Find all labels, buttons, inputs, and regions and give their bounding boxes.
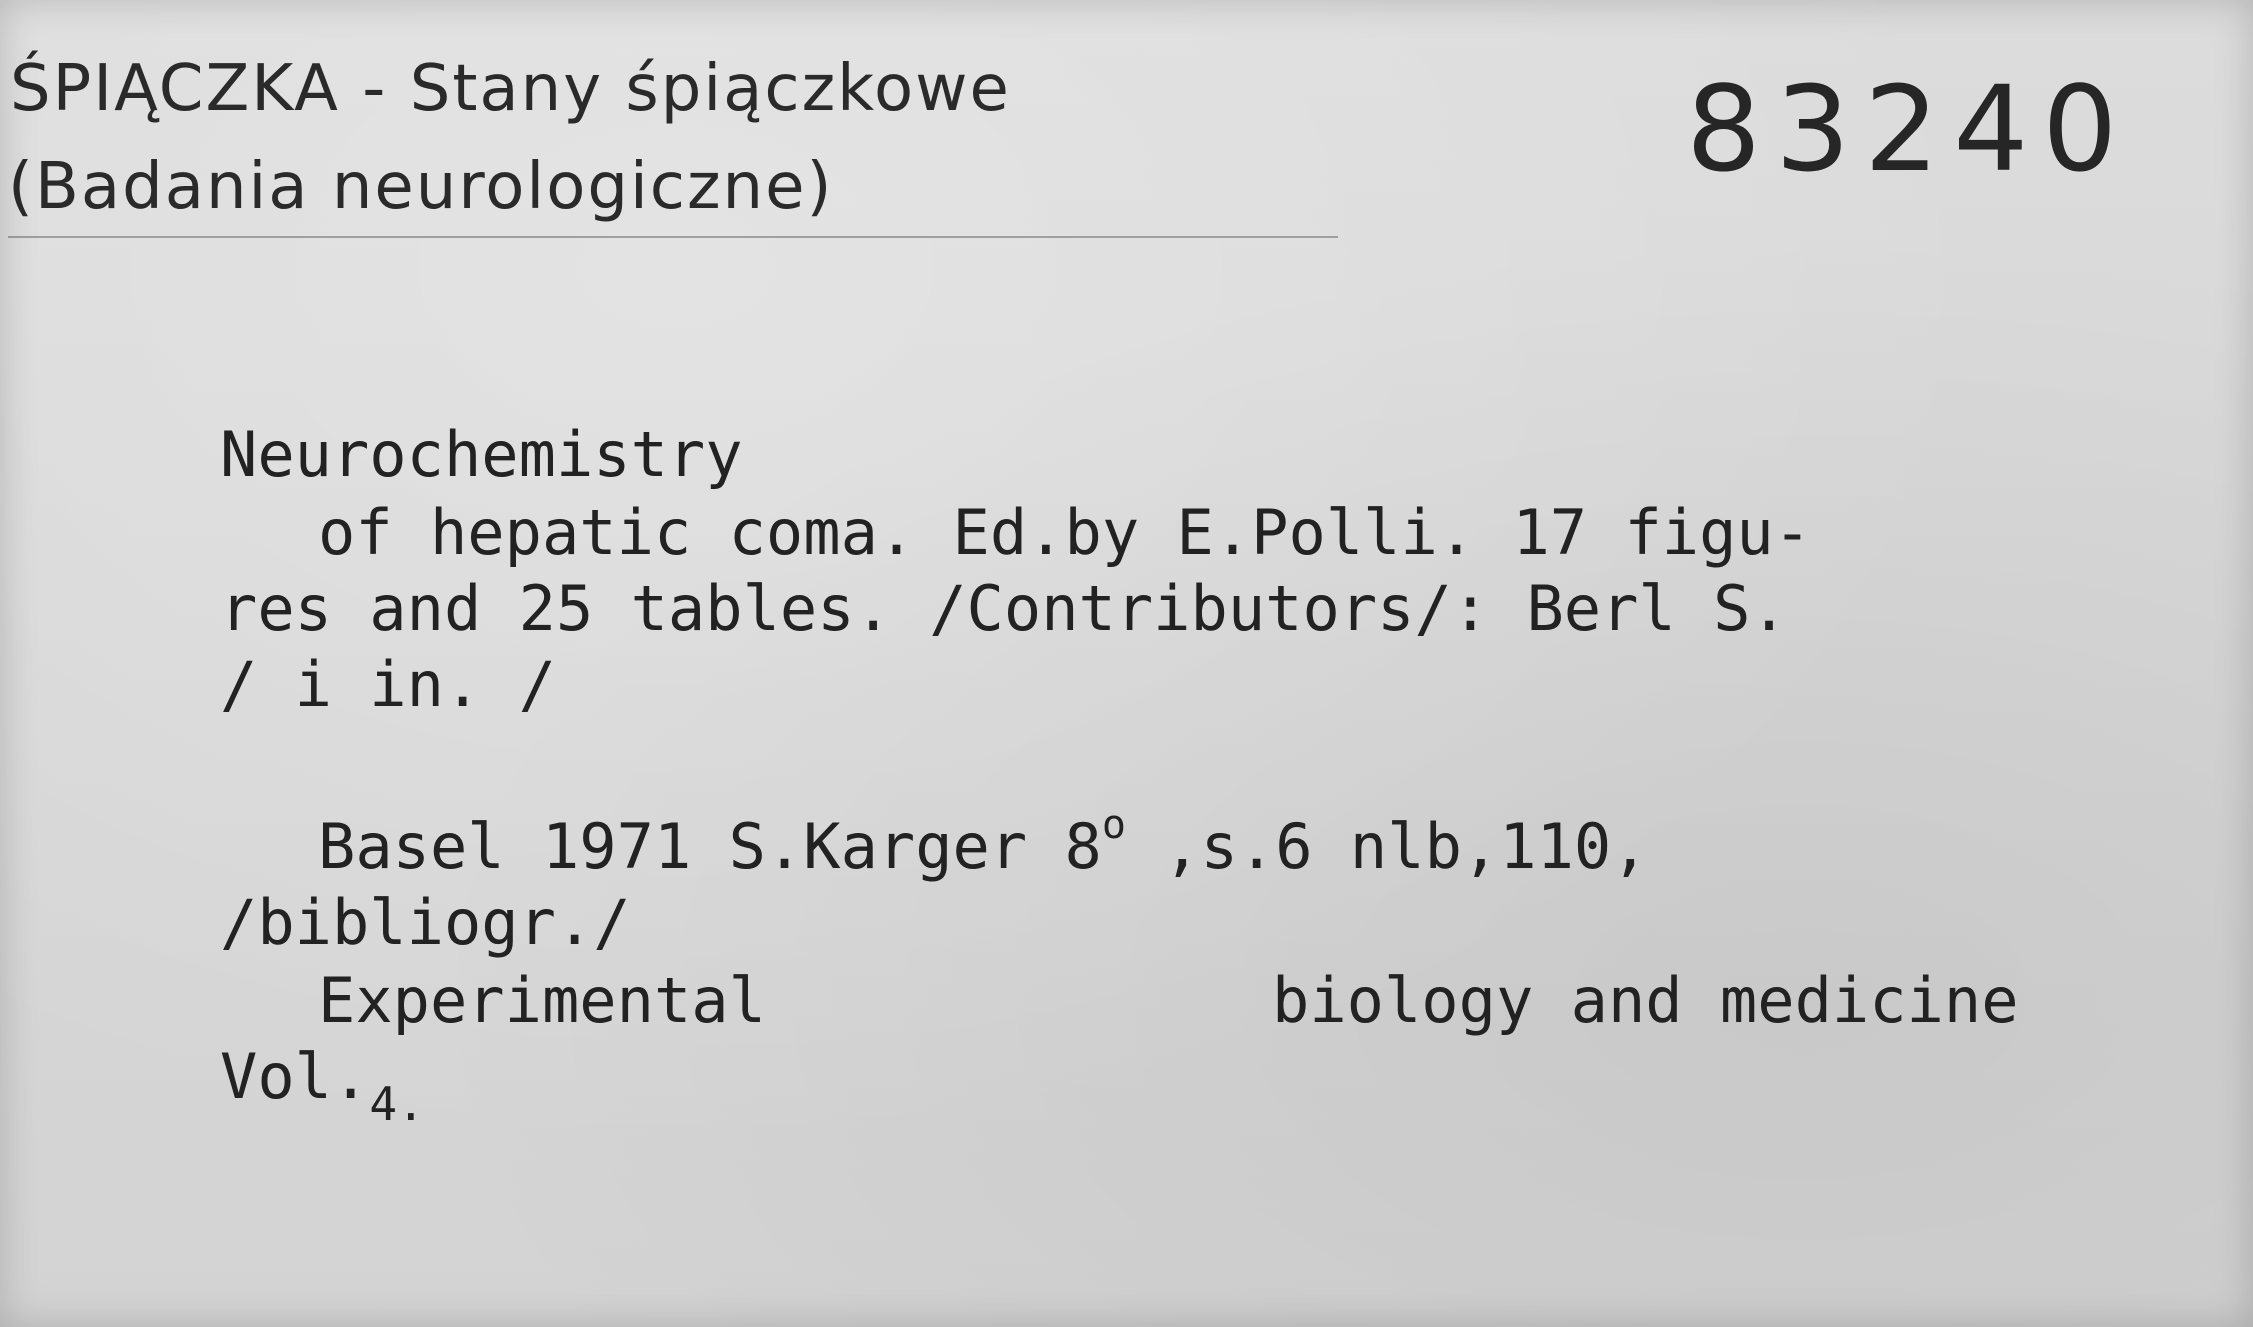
bibliography-note: /bibliogr./ xyxy=(220,886,631,959)
record-line-2: of hepatic coma. Ed.by E.Polli. 17 figu- xyxy=(318,496,1812,569)
publication-place-year-publisher: Basel 1971 S.Karger 8 xyxy=(318,810,1102,883)
subject-heading-line-2: (Badania neurologiczne) xyxy=(8,150,834,224)
volume-line xyxy=(220,1040,425,1131)
record-line-3: res and 25 tables. /Contributors/: Berl S. xyxy=(220,572,1788,645)
call-number: 83240 xyxy=(1686,60,2132,198)
record-line-4: / i in. / xyxy=(220,648,556,721)
pagination: ,s.6 nlb,110, xyxy=(1125,810,1649,883)
volume-number: 4. xyxy=(369,1077,425,1131)
record-title: Neurochemistry xyxy=(220,418,743,491)
subject-heading-line-1: ŚPIĄCZKA - Stany śpiączkowe xyxy=(10,52,1011,126)
series-title-left: Experimental xyxy=(318,964,766,1037)
format-superscript: o xyxy=(1101,802,1126,848)
volume-label: Vol. xyxy=(220,1040,370,1113)
publication-line xyxy=(318,802,1649,883)
heading-divider xyxy=(8,236,1338,238)
series-title-right: biology and medicine xyxy=(1272,964,2019,1037)
